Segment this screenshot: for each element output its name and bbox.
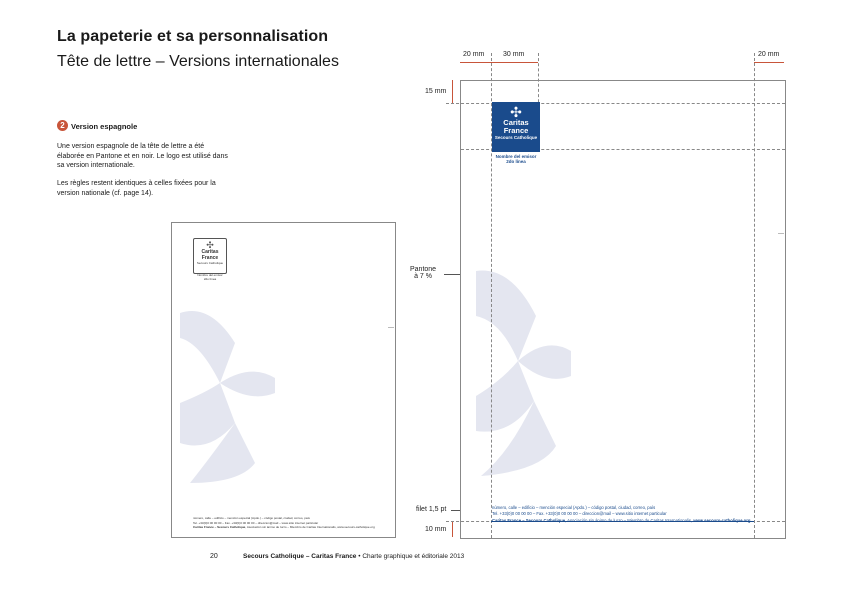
letter-footer: [492, 505, 750, 524]
footer-org-name: Caritas France – Secours Catholique: [193, 525, 246, 529]
footer-org-url: www.secours-catholique.org: [337, 525, 375, 529]
page-subtitle: Tête de lettre – Versions internationales: [57, 53, 339, 70]
logo-width-arrow: [491, 62, 538, 63]
description-paragraph: Une version espagnole de la tête de lettre a été élaborée en Pantone et en noir. Le logo est utilisé dans sa version internationale.: [57, 143, 228, 169]
footer-contact-line: Tel. +33(0)0 00 00 00 – Fax. +33(0)0 00 00 00 – direccion@mail – www.sitio internet particular: [193, 520, 319, 525]
footer-org-desc: , Asociación sin ánimo de lucro – Miembro de Caritas Internationalis,: [565, 518, 693, 523]
logo-width-label: 30 mm: [503, 51, 525, 58]
footer-org-name: Caritas France – Secours Catholique: [492, 518, 566, 523]
guide-right-margin: [754, 53, 755, 538]
caritas-cross-icon: ✣: [206, 240, 214, 250]
thumbnail-emisor: [194, 274, 226, 281]
fold-mark: [388, 327, 394, 328]
logo-line-france: France: [201, 254, 219, 261]
footer-organization: Secours Catholique – Caritas France: [243, 553, 357, 560]
thumbnail-logo: [193, 238, 227, 274]
right-margin-arrow: [754, 62, 784, 63]
watermark-cross-icon: [180, 283, 275, 483]
bottom-margin-label: 10 mm: [425, 526, 447, 533]
footer-org-desc: , Asociación sin ánimo de lucro – Miembro de Caritas Internationalis,: [245, 525, 337, 529]
footer-address-line: número, calle – edificio – mención especial (Apdo.) – código postal, ciudad, correo, país: [193, 516, 310, 520]
logo-line-caritas: Caritas: [201, 249, 219, 255]
rules-paragraph: Les règles restent identiques à celles fixées pour la version nationale (cf. page 14).: [57, 180, 216, 197]
top-margin-arrow: [452, 80, 453, 103]
pantone-label-line-1: Pantone: [410, 266, 437, 273]
pantone-label-line-2: à 7 %: [414, 273, 432, 280]
logo-line-caritas: Caritas: [503, 118, 529, 127]
logo-line-secours: Secours Catholique: [494, 135, 538, 140]
footer-contact-line: Tel. +33(0)0 00 00 00 – Fax. +33(0)0 00 00 00 – direccion@mail – www.sitio internet particular: [492, 511, 667, 516]
footer-org-url: www.secours-catholique.org: [693, 518, 751, 523]
letterhead-thumbnail: [171, 222, 396, 538]
section-heading: Version espagnole: [71, 122, 138, 131]
top-margin-label: 15 mm: [425, 88, 447, 95]
fold-mark: [778, 233, 784, 234]
letterhead-detailed-page: [460, 80, 786, 539]
footer-org-line: [492, 518, 750, 524]
emisor-line-1: Nombre del emisor: [197, 273, 223, 277]
footer-address-line: número, calle – edificio – mención especial (Apdo.) – código postal, ciudad, correo, país: [492, 505, 656, 510]
caritas-cross-icon: ✣: [510, 104, 522, 120]
filet-label: filet 1,5 pt: [416, 506, 447, 513]
emisor-line-2: 2do línea: [203, 276, 217, 281]
logo-line-secours: Secours Catholique: [196, 261, 224, 265]
page-footer-text: [243, 553, 464, 560]
footer-charte: • Charte graphique et éditoriale 2013: [356, 553, 465, 560]
bottom-margin-arrow: [452, 521, 453, 537]
page-title: La papeterie et sa personnalisation: [57, 28, 329, 45]
right-margin-label: 20 mm: [758, 51, 780, 58]
emisor-block: [490, 154, 542, 164]
emisor-line-2: 2do línea: [506, 159, 526, 164]
logo-line-france: France: [503, 125, 529, 135]
left-margin-arrow: [460, 62, 491, 63]
footer-org-line: [193, 525, 388, 530]
page-number: 20: [210, 553, 218, 560]
thumbnail-footer: [193, 516, 388, 530]
left-margin-label: 20 mm: [463, 51, 485, 58]
section-number-badge: 2: [57, 120, 68, 131]
pantone-label: [410, 266, 436, 280]
caritas-logo: [492, 102, 540, 152]
emisor-line-1: Nombre del emisor: [495, 154, 537, 159]
